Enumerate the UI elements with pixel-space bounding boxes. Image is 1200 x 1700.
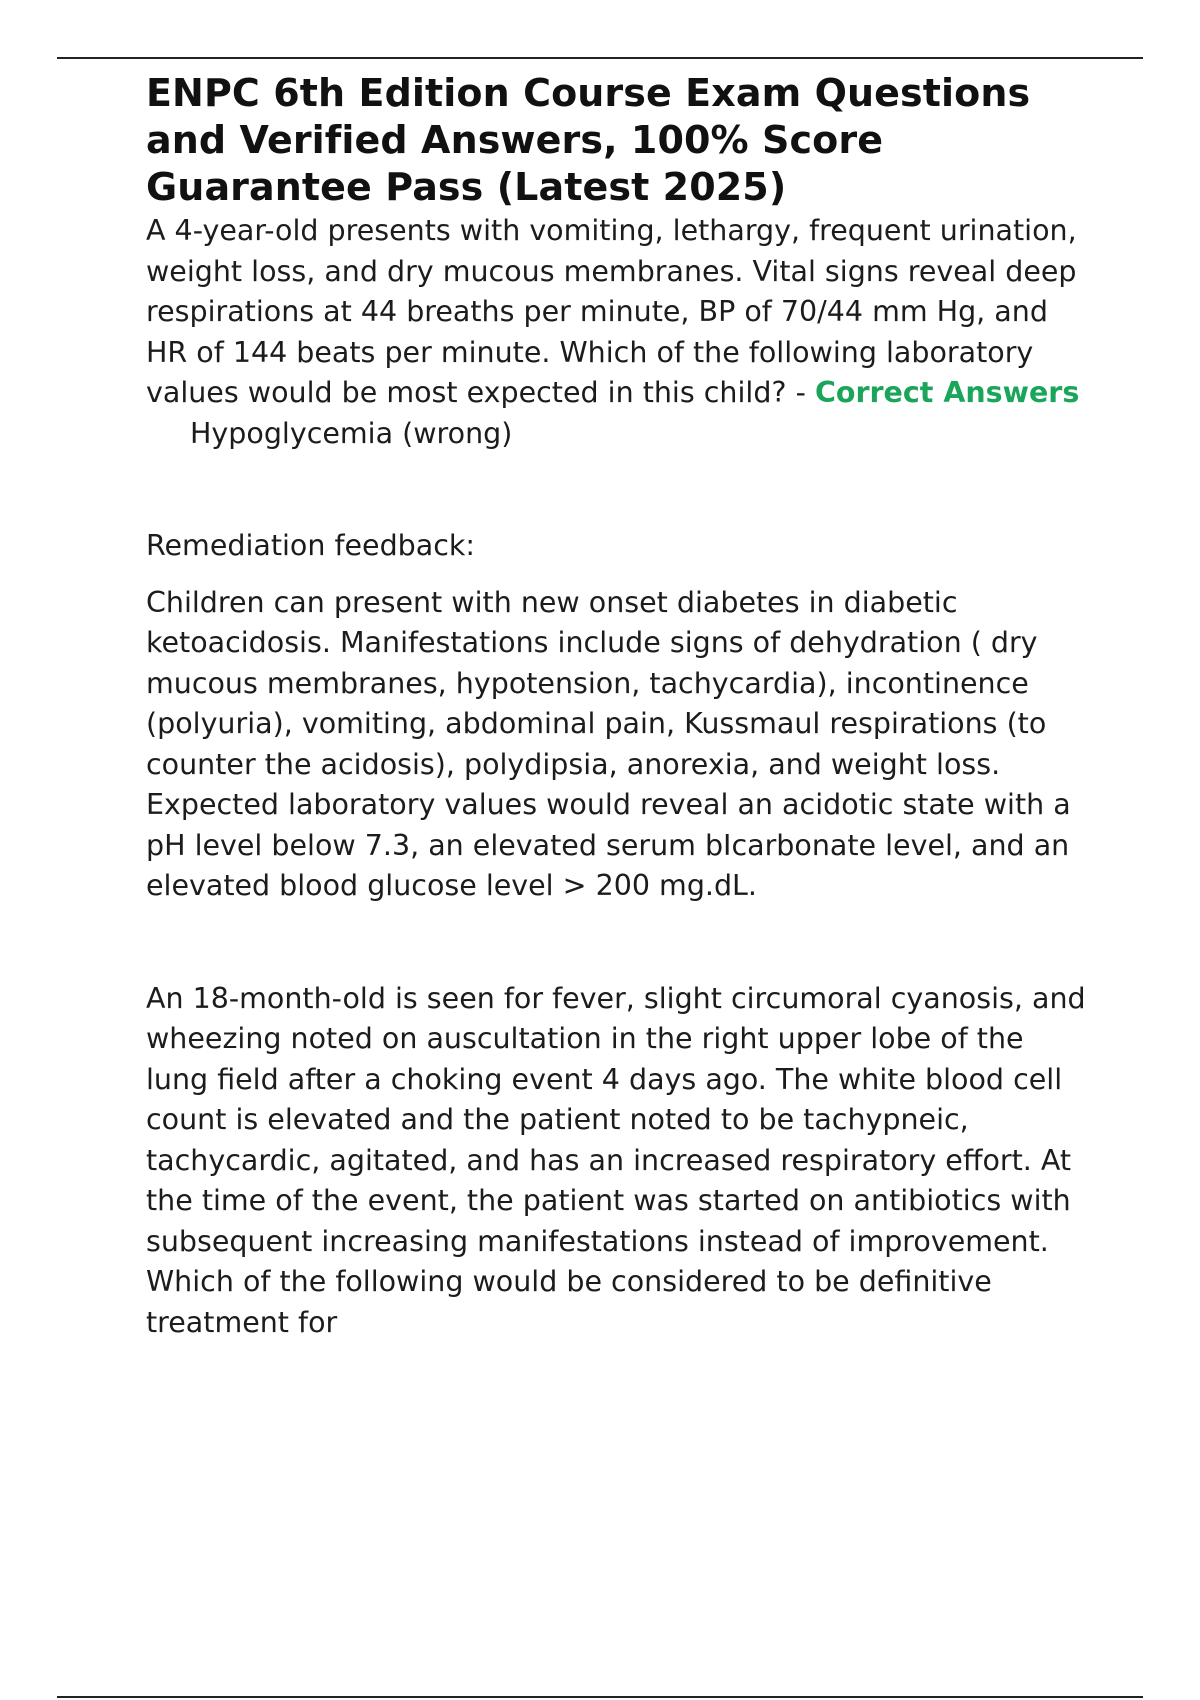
- document-title: ENPC 6th Edition Course Exam Questions and Verified Answers, 100% Score Guarantee Pass (Latest 2025): [146, 71, 1031, 209]
- remediation-text: Children can present with new onset diabetes in diabetic ketoacidosis. Manifestations include signs of dehydration ( dry mucous membranes, hypotension, tachycardia), incontinence (polyuria), vomiting, abdominal pain, Kussmaul respirations (to counter the acidosis), polydipsia, anorexia, and weight loss. Expected laboratory values would reveal an acidotic state with a pH level below 7.3, an elevated serum bIcarbonate level, and an elevated blood glucose level > 200 mg.dL.: [146, 585, 1071, 902]
- question-1: [146, 211, 1091, 454]
- question-2: An 18-month-old is seen for fever, slight circumoral cyanosis, and wheezing noted on auscultation in the right upper lobe of the lung field after a choking event 4 days ago. The white blood cell count is elevated and the patient noted to be tachypneic, tachycardic, agitated, and has an increased respiratory effort. At the time of the event, the patient was started on antibiotics with subsequent increasing manifestations instead of improvement. Which of the following would be considered to be definitive treatment for: [146, 981, 1086, 1339]
- document-body: [146, 70, 1091, 1343]
- bottom-divider: [57, 1696, 1143, 1698]
- correct-answers-label: Correct Answers: [814, 376, 1080, 409]
- remediation-label: Remediation feedback:: [146, 529, 476, 562]
- question-1-answer: Hypoglycemia (wrong): [190, 416, 513, 450]
- top-divider: [57, 57, 1143, 59]
- question-1-text: A 4-year-old presents with vomiting, lethargy, frequent urination, weight loss, and dry mucous membranes. Vital signs reveal deep respirations at 44 breaths per minute, BP of 70/44 mm Hg, and HR of 144 beats per minute. Which of the following laboratory values would be most expected in this child? -: [146, 214, 1077, 409]
